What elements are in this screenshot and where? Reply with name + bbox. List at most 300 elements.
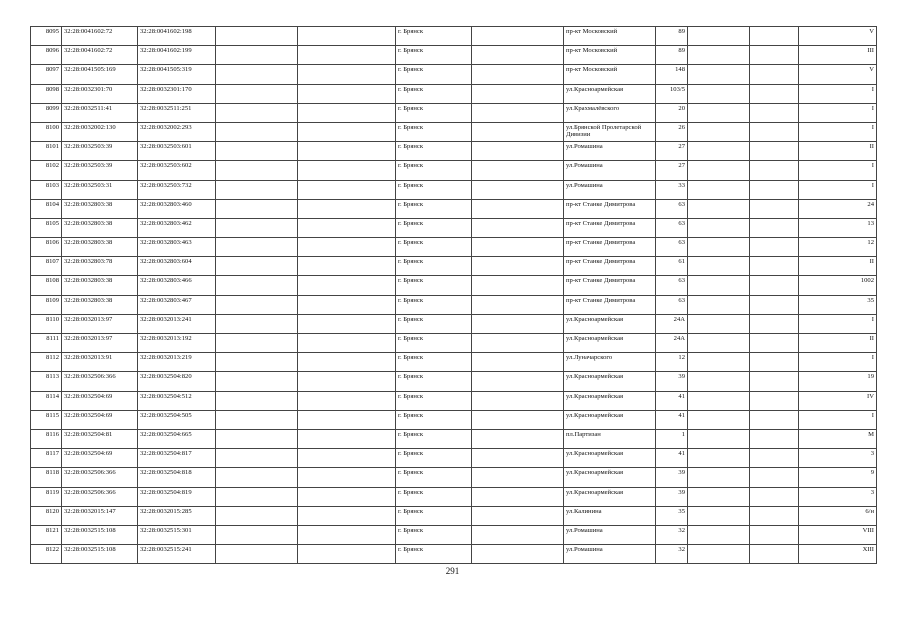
unit-number-cell: IV [799, 391, 877, 410]
unit-number-cell: 9 [799, 468, 877, 487]
blank-cell-d [298, 372, 396, 391]
blank-cell-g [750, 161, 799, 180]
blank-cell-d [298, 27, 396, 46]
blank-cell-f [688, 257, 750, 276]
house-number-cell: 61 [656, 257, 688, 276]
row-number: 8106 [31, 238, 62, 257]
street-address-cell: ул.Красноармейская [564, 372, 656, 391]
blank-cell-d [298, 506, 396, 525]
blank-cell-e [472, 391, 564, 410]
blank-cell-c [216, 103, 298, 122]
house-number-cell: 63 [656, 276, 688, 295]
object-cadastral-number: 32:28:0041505:319 [138, 65, 216, 84]
blank-cell-g [750, 468, 799, 487]
blank-cell-c [216, 46, 298, 65]
city-cell: г. Брянск [396, 353, 472, 372]
table-row [31, 449, 877, 468]
blank-cell-f [688, 161, 750, 180]
object-cadastral-number: 32:28:0032013:241 [138, 314, 216, 333]
city-cell: г. Брянск [396, 391, 472, 410]
unit-number-cell: 19 [799, 372, 877, 391]
land-parcel-cadastral-number: 32:28:0032803:38 [62, 295, 138, 314]
row-number: 8100 [31, 122, 62, 141]
blank-cell-f [688, 27, 750, 46]
blank-cell-d [298, 353, 396, 372]
row-number: 8116 [31, 429, 62, 448]
blank-cell-f [688, 238, 750, 257]
object-cadastral-number: 32:28:0032803:460 [138, 199, 216, 218]
table-row [31, 295, 877, 314]
blank-cell-d [298, 429, 396, 448]
row-number: 8120 [31, 506, 62, 525]
blank-cell-c [216, 429, 298, 448]
blank-cell-g [750, 276, 799, 295]
land-parcel-cadastral-number: 32:28:0032803:38 [62, 218, 138, 237]
object-cadastral-number: 32:28:0032803:467 [138, 295, 216, 314]
blank-cell-d [298, 84, 396, 103]
city-cell: г. Брянск [396, 276, 472, 295]
land-parcel-cadastral-number: 32:28:0032503:39 [62, 142, 138, 161]
blank-cell-d [298, 276, 396, 295]
city-cell: г. Брянск [396, 84, 472, 103]
table-row [31, 429, 877, 448]
table-row [31, 487, 877, 506]
table-row [31, 314, 877, 333]
blank-cell-d [298, 161, 396, 180]
house-number-cell: 27 [656, 142, 688, 161]
street-address-cell: ул.Красноармейская [564, 314, 656, 333]
blank-cell-f [688, 295, 750, 314]
register-body [31, 27, 877, 564]
blank-cell-f [688, 506, 750, 525]
street-address-cell: ул.Красноармейская [564, 391, 656, 410]
city-cell: г. Брянск [396, 65, 472, 84]
property-register-table [30, 26, 877, 564]
object-cadastral-number: 32:28:0032803:604 [138, 257, 216, 276]
row-number: 8114 [31, 391, 62, 410]
blank-cell-g [750, 295, 799, 314]
unit-number-cell: I [799, 353, 877, 372]
unit-number-cell: I [799, 314, 877, 333]
blank-cell-c [216, 487, 298, 506]
street-address-cell: ул.Красноармейская [564, 410, 656, 429]
table-row [31, 525, 877, 544]
blank-cell-d [298, 46, 396, 65]
blank-cell-c [216, 84, 298, 103]
blank-cell-e [472, 487, 564, 506]
city-cell: г. Брянск [396, 180, 472, 199]
land-parcel-cadastral-number: 32:28:0032301:70 [62, 84, 138, 103]
city-cell: г. Брянск [396, 27, 472, 46]
house-number-cell: 41 [656, 449, 688, 468]
blank-cell-d [298, 218, 396, 237]
blank-cell-f [688, 199, 750, 218]
city-cell: г. Брянск [396, 429, 472, 448]
row-number: 8109 [31, 295, 62, 314]
house-number-cell: 24А [656, 314, 688, 333]
table-row [31, 506, 877, 525]
object-cadastral-number: 32:28:0032504:819 [138, 487, 216, 506]
unit-number-cell: I [799, 122, 877, 141]
land-parcel-cadastral-number: 32:28:0032002:130 [62, 122, 138, 141]
house-number-cell: 32 [656, 545, 688, 564]
row-number: 8111 [31, 334, 62, 353]
blank-cell-e [472, 525, 564, 544]
row-number: 8115 [31, 410, 62, 429]
blank-cell-f [688, 103, 750, 122]
blank-cell-e [472, 46, 564, 65]
city-cell: г. Брянск [396, 122, 472, 141]
house-number-cell: 39 [656, 372, 688, 391]
row-number: 8102 [31, 161, 62, 180]
blank-cell-d [298, 487, 396, 506]
unit-number-cell: XIII [799, 545, 877, 564]
blank-cell-c [216, 218, 298, 237]
city-cell: г. Брянск [396, 314, 472, 333]
blank-cell-g [750, 449, 799, 468]
blank-cell-f [688, 334, 750, 353]
street-address-cell: пр-кт Станке Димитрова [564, 276, 656, 295]
blank-cell-f [688, 122, 750, 141]
blank-cell-e [472, 257, 564, 276]
blank-cell-e [472, 506, 564, 525]
blank-cell-g [750, 525, 799, 544]
blank-cell-f [688, 142, 750, 161]
house-number-cell: 27 [656, 161, 688, 180]
house-number-cell: 103/5 [656, 84, 688, 103]
blank-cell-g [750, 142, 799, 161]
house-number-cell: 63 [656, 295, 688, 314]
blank-cell-e [472, 545, 564, 564]
blank-cell-c [216, 391, 298, 410]
object-cadastral-number: 32:28:0032013:219 [138, 353, 216, 372]
object-cadastral-number: 32:28:0041602:199 [138, 46, 216, 65]
land-parcel-cadastral-number: 32:28:0032504:69 [62, 449, 138, 468]
street-address-cell: ул.Красноармейская [564, 468, 656, 487]
blank-cell-f [688, 545, 750, 564]
blank-cell-c [216, 468, 298, 487]
city-cell: г. Брянск [396, 257, 472, 276]
unit-number-cell: V [799, 65, 877, 84]
land-parcel-cadastral-number: 32:28:0032803:38 [62, 199, 138, 218]
blank-cell-e [472, 161, 564, 180]
blank-cell-g [750, 353, 799, 372]
table-row [31, 468, 877, 487]
city-cell: г. Брянск [396, 161, 472, 180]
blank-cell-d [298, 468, 396, 487]
land-parcel-cadastral-number: 32:28:0032506:366 [62, 468, 138, 487]
city-cell: г. Брянск [396, 372, 472, 391]
city-cell: г. Брянск [396, 487, 472, 506]
row-number: 8101 [31, 142, 62, 161]
blank-cell-f [688, 487, 750, 506]
unit-number-cell: I [799, 180, 877, 199]
row-number: 8112 [31, 353, 62, 372]
row-number: 8103 [31, 180, 62, 199]
unit-number-cell: 24 [799, 199, 877, 218]
blank-cell-e [472, 276, 564, 295]
blank-cell-g [750, 391, 799, 410]
row-number: 8107 [31, 257, 62, 276]
blank-cell-d [298, 122, 396, 141]
object-cadastral-number: 32:28:0032503:601 [138, 142, 216, 161]
object-cadastral-number: 32:28:0032515:301 [138, 525, 216, 544]
blank-cell-e [472, 180, 564, 199]
blank-cell-c [216, 276, 298, 295]
street-address-cell: ул.Ромашина [564, 180, 656, 199]
row-number: 8099 [31, 103, 62, 122]
blank-cell-c [216, 545, 298, 564]
unit-number-cell: II [799, 257, 877, 276]
land-parcel-cadastral-number: 32:28:0041602:72 [62, 27, 138, 46]
row-number: 8113 [31, 372, 62, 391]
house-number-cell: 148 [656, 65, 688, 84]
row-number: 8119 [31, 487, 62, 506]
street-address-cell: ул.Красноармейская [564, 84, 656, 103]
blank-cell-c [216, 449, 298, 468]
row-number: 8122 [31, 545, 62, 564]
blank-cell-g [750, 46, 799, 65]
row-number: 8117 [31, 449, 62, 468]
row-number: 8108 [31, 276, 62, 295]
object-cadastral-number: 32:28:0032015:285 [138, 506, 216, 525]
house-number-cell: 89 [656, 27, 688, 46]
blank-cell-d [298, 525, 396, 544]
land-parcel-cadastral-number: 32:28:0032504:69 [62, 391, 138, 410]
city-cell: г. Брянск [396, 238, 472, 257]
blank-cell-d [298, 199, 396, 218]
blank-cell-e [472, 27, 564, 46]
land-parcel-cadastral-number: 32:28:0032504:69 [62, 410, 138, 429]
table-row [31, 218, 877, 237]
blank-cell-c [216, 65, 298, 84]
blank-cell-g [750, 122, 799, 141]
blank-cell-c [216, 180, 298, 199]
blank-cell-f [688, 65, 750, 84]
blank-cell-g [750, 257, 799, 276]
street-address-cell: ул.Калинина [564, 506, 656, 525]
blank-cell-f [688, 468, 750, 487]
table-row [31, 257, 877, 276]
street-address-cell: пр-кт Московский [564, 27, 656, 46]
street-address-cell: пл.Партизан [564, 429, 656, 448]
table-row [31, 334, 877, 353]
unit-number-cell: I [799, 161, 877, 180]
blank-cell-g [750, 314, 799, 333]
blank-cell-c [216, 372, 298, 391]
land-parcel-cadastral-number: 32:28:0032803:38 [62, 276, 138, 295]
unit-number-cell: I [799, 103, 877, 122]
blank-cell-d [298, 180, 396, 199]
house-number-cell: 63 [656, 218, 688, 237]
blank-cell-e [472, 122, 564, 141]
blank-cell-f [688, 46, 750, 65]
blank-cell-f [688, 314, 750, 333]
unit-number-cell: 3 [799, 487, 877, 506]
city-cell: г. Брянск [396, 199, 472, 218]
blank-cell-e [472, 238, 564, 257]
blank-cell-g [750, 27, 799, 46]
land-parcel-cadastral-number: 32:28:0032803:78 [62, 257, 138, 276]
unit-number-cell: I [799, 410, 877, 429]
city-cell: г. Брянск [396, 468, 472, 487]
table-row [31, 27, 877, 46]
blank-cell-f [688, 525, 750, 544]
table-row [31, 161, 877, 180]
unit-number-cell: 35 [799, 295, 877, 314]
blank-cell-e [472, 410, 564, 429]
street-address-cell: ул.Красноармейская [564, 449, 656, 468]
table-row [31, 410, 877, 429]
blank-cell-f [688, 353, 750, 372]
land-parcel-cadastral-number: 32:28:0032503:39 [62, 161, 138, 180]
blank-cell-d [298, 391, 396, 410]
blank-cell-d [298, 257, 396, 276]
blank-cell-f [688, 84, 750, 103]
land-parcel-cadastral-number: 32:28:0032503:31 [62, 180, 138, 199]
row-number: 8105 [31, 218, 62, 237]
object-cadastral-number: 32:28:0032503:732 [138, 180, 216, 199]
unit-number-cell: 13 [799, 218, 877, 237]
house-number-cell: 12 [656, 353, 688, 372]
land-parcel-cadastral-number: 32:28:0032506:366 [62, 372, 138, 391]
row-number: 8110 [31, 314, 62, 333]
blank-cell-e [472, 84, 564, 103]
blank-cell-f [688, 372, 750, 391]
unit-number-cell: VIII [799, 525, 877, 544]
unit-number-cell: 12 [799, 238, 877, 257]
unit-number-cell: V [799, 27, 877, 46]
object-cadastral-number: 32:28:0032503:602 [138, 161, 216, 180]
house-number-cell: 63 [656, 238, 688, 257]
object-cadastral-number: 32:28:0032504:505 [138, 410, 216, 429]
city-cell: г. Брянск [396, 103, 472, 122]
blank-cell-d [298, 65, 396, 84]
blank-cell-d [298, 314, 396, 333]
row-number: 8095 [31, 27, 62, 46]
blank-cell-d [298, 103, 396, 122]
blank-cell-c [216, 334, 298, 353]
land-parcel-cadastral-number: 32:28:0041505:169 [62, 65, 138, 84]
blank-cell-e [472, 334, 564, 353]
object-cadastral-number: 32:28:0032515:241 [138, 545, 216, 564]
row-number: 8098 [31, 84, 62, 103]
house-number-cell: 39 [656, 487, 688, 506]
table-row [31, 353, 877, 372]
object-cadastral-number: 32:28:0032803:462 [138, 218, 216, 237]
blank-cell-c [216, 122, 298, 141]
blank-cell-g [750, 487, 799, 506]
street-address-cell: ул.Ромашина [564, 545, 656, 564]
house-number-cell: 20 [656, 103, 688, 122]
house-number-cell: 89 [656, 46, 688, 65]
blank-cell-e [472, 468, 564, 487]
blank-cell-g [750, 103, 799, 122]
land-parcel-cadastral-number: 32:28:0041602:72 [62, 46, 138, 65]
table-row [31, 391, 877, 410]
blank-cell-c [216, 199, 298, 218]
house-number-cell: 63 [656, 199, 688, 218]
land-parcel-cadastral-number: 32:28:0032506:366 [62, 487, 138, 506]
street-address-cell: ул.Крахмалёвского [564, 103, 656, 122]
table-row [31, 84, 877, 103]
land-parcel-cadastral-number: 32:28:0032515:108 [62, 525, 138, 544]
blank-cell-c [216, 525, 298, 544]
page-number: 291 [445, 566, 460, 576]
land-parcel-cadastral-number: 32:28:0032015:147 [62, 506, 138, 525]
object-cadastral-number: 32:28:0032504:817 [138, 449, 216, 468]
table-row [31, 199, 877, 218]
blank-cell-f [688, 180, 750, 199]
object-cadastral-number: 32:28:0032504:818 [138, 468, 216, 487]
blank-cell-c [216, 314, 298, 333]
land-parcel-cadastral-number: 32:28:0032511:41 [62, 103, 138, 122]
blank-cell-g [750, 429, 799, 448]
register-sheet [30, 26, 876, 564]
table-row [31, 372, 877, 391]
blank-cell-g [750, 65, 799, 84]
house-number-cell: 35 [656, 506, 688, 525]
object-cadastral-number: 32:28:0041602:198 [138, 27, 216, 46]
table-row [31, 122, 877, 141]
row-number: 8104 [31, 199, 62, 218]
blank-cell-d [298, 334, 396, 353]
blank-cell-f [688, 391, 750, 410]
city-cell: г. Брянск [396, 218, 472, 237]
street-address-cell: ул.Красноармейская [564, 334, 656, 353]
house-number-cell: 1 [656, 429, 688, 448]
unit-number-cell: II [799, 334, 877, 353]
house-number-cell: 32 [656, 525, 688, 544]
blank-cell-d [298, 449, 396, 468]
blank-cell-c [216, 353, 298, 372]
blank-cell-e [472, 429, 564, 448]
object-cadastral-number: 32:28:0032002:293 [138, 122, 216, 141]
unit-number-cell: 6/н [799, 506, 877, 525]
blank-cell-e [472, 372, 564, 391]
city-cell: г. Брянск [396, 142, 472, 161]
blank-cell-g [750, 199, 799, 218]
unit-number-cell: II [799, 142, 877, 161]
blank-cell-c [216, 238, 298, 257]
table-row [31, 65, 877, 84]
blank-cell-g [750, 334, 799, 353]
object-cadastral-number: 32:28:0032301:170 [138, 84, 216, 103]
blank-cell-e [472, 218, 564, 237]
blank-cell-c [216, 257, 298, 276]
street-address-cell: пр-кт Московский [564, 46, 656, 65]
blank-cell-e [472, 65, 564, 84]
street-address-cell: пр-кт Станке Димитрова [564, 257, 656, 276]
blank-cell-g [750, 180, 799, 199]
city-cell: г. Брянск [396, 525, 472, 544]
blank-cell-g [750, 372, 799, 391]
house-number-cell: 41 [656, 391, 688, 410]
street-address-cell: пр-кт Станке Димитрова [564, 295, 656, 314]
land-parcel-cadastral-number: 32:28:0032504:81 [62, 429, 138, 448]
table-row [31, 180, 877, 199]
blank-cell-c [216, 27, 298, 46]
blank-cell-c [216, 142, 298, 161]
blank-cell-g [750, 410, 799, 429]
blank-cell-f [688, 410, 750, 429]
blank-cell-e [472, 103, 564, 122]
table-row [31, 103, 877, 122]
street-address-cell: пр-кт Московский [564, 65, 656, 84]
land-parcel-cadastral-number: 32:28:0032803:38 [62, 238, 138, 257]
house-number-cell: 26 [656, 122, 688, 141]
unit-number-cell: 1002 [799, 276, 877, 295]
